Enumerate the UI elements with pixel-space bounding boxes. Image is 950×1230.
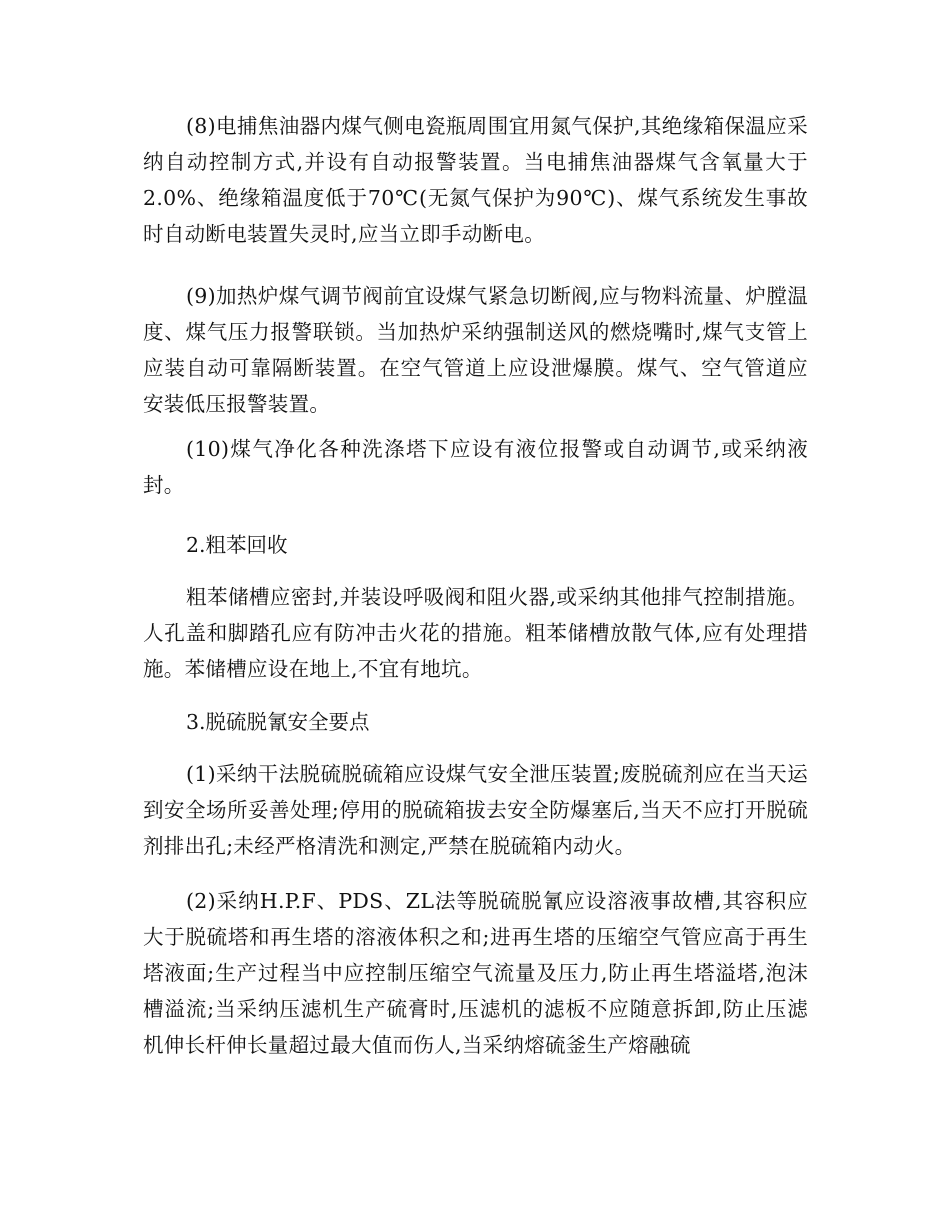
paragraph-desulfurization-1: (1)采纳干法脱硫脱硫箱应设煤气安全泄压装置;废脱硫剂应在当天运到安全场所妥善处理;停用的脱硫箱拔去安全防爆塞后,当天不应打开脱硫剂排出孔;未经严格清洗和测定,严禁在脱硫箱内动火。 xyxy=(143,762,808,858)
paragraph-crude-benzene: 粗苯储槽应密封,并装设呼吸阀和阻火器,或采纳其他排气控制措施。人孔盖和脚踏孔应有防冲击火花的措施。粗苯储槽放散气体,应有处理措施。苯储槽应设在地上,不宜有地坑。 xyxy=(143,585,808,681)
section-heading-desulfurization: 3.脱硫脱氰安全要点 xyxy=(186,710,370,734)
paragraph-desulfurization-2: (2)采纳H.P.F、PDS、ZL法等脱硫脱氰应设溶液事故槽,其容积应大于脱硫塔和再生塔的溶液体积之和;进再生塔的压缩空气管应高于再生塔液面;生产过程当中应控制压缩空气流量及压力,防止再生塔溢塔,泡沫槽溢流;当采纳压滤机生产硫膏时,压滤机的滤板不应随意拆卸,防止压滤机伸长杆伸长量超过最大值而伤人,当采纳熔硫釜生产熔融硫 xyxy=(143,889,808,1057)
paragraph-item-9: (9)加热炉煤气调节阀前宜设煤气紧急切断阀,应与物料流量、炉膛温度、煤气压力报警联锁。当加热炉采纳强制送风的燃烧嘴时,煤气支管上应装自动可靠隔断装置。在空气管道上应设泄爆膜。煤气、空气管道应安装低压报警装置。 xyxy=(143,284,808,416)
paragraph-item-10: (10)煤气净化各种洗涤塔下应设有液位报警或自动调节,或采纳液封。 xyxy=(143,437,808,497)
paragraph-item-8: (8)电捕焦油器内煤气侧电瓷瓶周围宜用氮气保护,其绝缘箱保温应采纳自动控制方式,并设有自动报警装置。当电捕焦油器煤气含氧量大于2.0%、绝缘箱温度低于70℃(无氮气保护为90℃)、煤气系统发生事故时自动断电装置失灵时,应当立即手动断电。 xyxy=(143,114,808,246)
section-heading-crude-benzene: 2.粗苯回收 xyxy=(186,533,288,557)
